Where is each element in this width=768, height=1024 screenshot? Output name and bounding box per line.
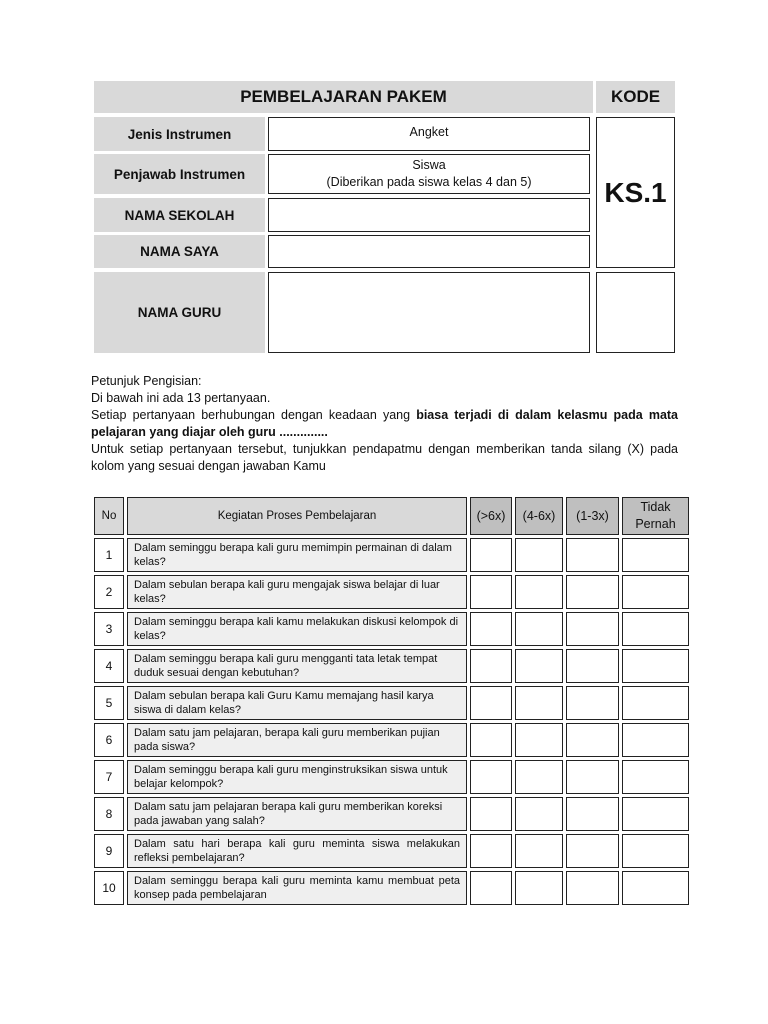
answer-cell-1-to-3[interactable] <box>566 538 619 572</box>
instructions <box>91 373 678 475</box>
answer-cell-more-than-6[interactable] <box>470 723 512 757</box>
answer-cell-4-to-6[interactable] <box>515 871 563 905</box>
jenis-instrumen-label: Jenis Instrumen <box>94 117 265 151</box>
table-row <box>94 649 689 683</box>
row-question: Dalam satu hari berapa kali guru meminta siswa melakukan refleksi pembelajaran? <box>127 834 467 868</box>
nama-saya-label: NAMA SAYA <box>94 235 265 268</box>
answer-cell-1-to-3[interactable] <box>566 686 619 720</box>
row-question: Dalam seminggu berapa kali guru menginstruksikan siswa untuk belajar kelompok? <box>127 760 467 794</box>
answer-cell-1-to-3[interactable] <box>566 575 619 609</box>
header-activity: Kegiatan Proses Pembelajaran <box>127 497 467 535</box>
answer-cell-1-to-3[interactable] <box>566 871 619 905</box>
answer-cell-4-to-6[interactable] <box>515 575 563 609</box>
header-never <box>622 497 689 535</box>
kode-value: KS.1 <box>596 117 675 268</box>
row-number: 2 <box>94 575 124 609</box>
answer-cell-never[interactable] <box>622 649 689 683</box>
answer-cell-never[interactable] <box>622 723 689 757</box>
table-row <box>94 575 689 609</box>
answer-cell-more-than-6[interactable] <box>470 538 512 572</box>
header-no: No <box>94 497 124 535</box>
table-row <box>94 797 689 831</box>
header-never-line1: Tidak <box>640 500 671 514</box>
nama-guru-field[interactable] <box>268 272 590 353</box>
answer-cell-4-to-6[interactable] <box>515 760 563 794</box>
answer-cell-4-to-6[interactable] <box>515 723 563 757</box>
header-never-line2: Pernah <box>635 517 676 531</box>
table-row <box>94 834 689 868</box>
table-row <box>94 612 689 646</box>
nama-sekolah-field[interactable] <box>268 198 590 232</box>
answer-cell-1-to-3[interactable] <box>566 834 619 868</box>
answer-cell-never[interactable] <box>622 575 689 609</box>
row-number: 10 <box>94 871 124 905</box>
instructions-line1: Di bawah ini ada 13 pertanyaan. <box>91 391 271 405</box>
row-number: 9 <box>94 834 124 868</box>
penjawab-instrumen-value <box>268 154 590 194</box>
instructions-line2 <box>91 407 678 441</box>
answer-cell-never[interactable] <box>622 797 689 831</box>
answer-cell-more-than-6[interactable] <box>470 686 512 720</box>
kode-label: KODE <box>596 81 675 113</box>
penjawab-line2: (Diberikan pada siswa kelas 4 dan 5) <box>326 175 532 189</box>
nama-saya-field[interactable] <box>268 235 590 268</box>
row-question: Dalam seminggu berapa kali guru mengganti tata letak tempat duduk sesuai dengan kebutuhan? <box>127 649 467 683</box>
answer-cell-more-than-6[interactable] <box>470 834 512 868</box>
row-number: 5 <box>94 686 124 720</box>
answer-cell-more-than-6[interactable] <box>470 797 512 831</box>
nama-sekolah-label: NAMA SEKOLAH <box>94 198 265 232</box>
penjawab-line1: Siswa <box>412 158 446 172</box>
nama-guru-label: NAMA GURU <box>94 272 265 353</box>
answer-cell-4-to-6[interactable] <box>515 834 563 868</box>
table-row <box>94 686 689 720</box>
answer-cell-4-to-6[interactable] <box>515 686 563 720</box>
answer-cell-4-to-6[interactable] <box>515 797 563 831</box>
table-row <box>94 723 689 757</box>
row-question: Dalam satu jam pelajaran, berapa kali guru memberikan pujian pada siswa? <box>127 723 467 757</box>
row-question: Dalam seminggu berapa kali guru meminta kamu membuat peta konsep pada pembelajaran <box>127 871 467 905</box>
instructions-line3: Untuk setiap pertanyaan tersebut, tunjukkan pendapatmu dengan memberikan tanda silang (X) pada kolom yang sesuai dengan jawaban Kamu <box>91 442 678 473</box>
row-question: Dalam seminggu berapa kali guru memimpin permainan di dalam kelas? <box>127 538 467 572</box>
answer-cell-1-to-3[interactable] <box>566 649 619 683</box>
row-number: 4 <box>94 649 124 683</box>
table-header-row <box>94 497 689 535</box>
question-table <box>91 494 692 908</box>
kode-extra-box <box>596 272 675 353</box>
header-more-than-6: (>6x) <box>470 497 512 535</box>
answer-cell-never[interactable] <box>622 686 689 720</box>
row-question: Dalam sebulan berapa kali guru mengajak siswa belajar di luar kelas? <box>127 575 467 609</box>
answer-cell-more-than-6[interactable] <box>470 760 512 794</box>
row-number: 6 <box>94 723 124 757</box>
answer-cell-more-than-6[interactable] <box>470 871 512 905</box>
answer-cell-1-to-3[interactable] <box>566 723 619 757</box>
row-question: Dalam seminggu berapa kali kamu melakukan diskusi kelompok di kelas? <box>127 612 467 646</box>
answer-cell-4-to-6[interactable] <box>515 538 563 572</box>
answer-cell-1-to-3[interactable] <box>566 797 619 831</box>
answer-cell-4-to-6[interactable] <box>515 649 563 683</box>
row-question: Dalam satu jam pelajaran berapa kali guru memberikan koreksi pada jawaban yang salah? <box>127 797 467 831</box>
penjawab-instrumen-label: Penjawab Instrumen <box>94 154 265 194</box>
answer-cell-1-to-3[interactable] <box>566 760 619 794</box>
table-row <box>94 871 689 905</box>
answer-cell-never[interactable] <box>622 871 689 905</box>
row-number: 7 <box>94 760 124 794</box>
answer-cell-more-than-6[interactable] <box>470 612 512 646</box>
header-1-to-3: (1-3x) <box>566 497 619 535</box>
instructions-line2-a: Setiap pertanyaan berhubungan dengan keadaan yang <box>91 408 417 422</box>
row-number: 3 <box>94 612 124 646</box>
answer-cell-never[interactable] <box>622 760 689 794</box>
answer-cell-more-than-6[interactable] <box>470 575 512 609</box>
jenis-instrumen-value <box>268 117 590 151</box>
answer-cell-1-to-3[interactable] <box>566 612 619 646</box>
table-row <box>94 760 689 794</box>
answer-cell-never[interactable] <box>622 834 689 868</box>
row-number: 8 <box>94 797 124 831</box>
instructions-heading: Petunjuk Pengisian: <box>91 374 202 388</box>
form-title: PEMBELAJARAN PAKEM <box>94 81 593 113</box>
table-row <box>94 538 689 572</box>
answer-cell-never[interactable] <box>622 538 689 572</box>
row-question: Dalam sebulan berapa kali Guru Kamu memajang hasil karya siswa di dalam kelas? <box>127 686 467 720</box>
header-4-to-6: (4-6x) <box>515 497 563 535</box>
row-number: 1 <box>94 538 124 572</box>
answer-cell-more-than-6[interactable] <box>470 649 512 683</box>
answer-cell-never[interactable] <box>622 612 689 646</box>
instructions-line2-b: biasa terjadi di dalam kelasmu pada mata pelajaran yang diajar oleh guru .............. <box>91 408 679 439</box>
answer-cell-4-to-6[interactable] <box>515 612 563 646</box>
jenis-instrumen-text: Angket <box>409 125 449 139</box>
